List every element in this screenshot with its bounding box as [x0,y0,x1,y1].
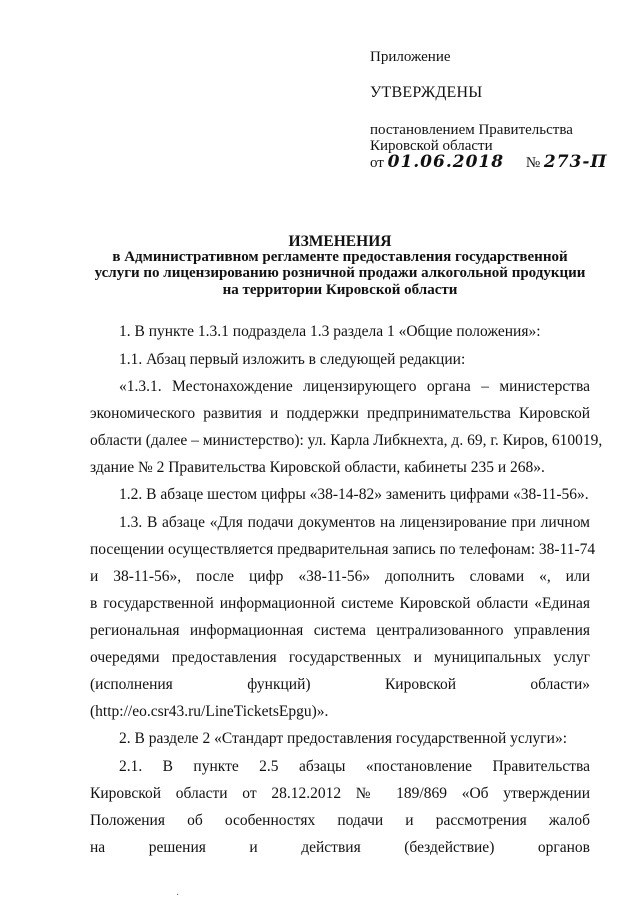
title-line-3: на территории Кировской области [222,282,458,298]
body-line: 1. В пункте 1.3.1 подраздела 1.3 раздела 1 «Общие положения»: [119,323,541,340]
body-line: Кировской области от 28.12.2012 № 189/869 «Об утверждении [90,785,590,802]
body-line: региональная информационная система централизованного управления [90,622,590,639]
body-line: посещении осуществляется предварительная запись по телефонам: 38-11-74 [90,541,596,558]
body-line: области (далее – министерство): ул. Карла Либкнехта, д. 69, г. Киров, 610019, [90,432,603,449]
approved-label: УТВЕРЖДЕНЫ [370,84,483,101]
body-line: в государственной информационной системе Кировской области «Единая [90,595,590,612]
body-line: 1.2. В абзаце шестом цифры «38-14-82» заменить цифрами «38-11-56». [119,486,589,503]
body-line: 1.3. В абзаце «Для подачи документов на лицензирование при личном [119,514,590,531]
appendix-label: Приложение [370,49,451,65]
decree-line-1: постановлением Правительства [370,122,573,138]
title-line-1: в Административном регламенте предоставления государственной [112,249,568,265]
decree-date-number [370,153,608,172]
body-line: очередями предоставления государственных и муниципальных услуг [90,649,590,666]
handwritten-date: 01.06.2018 [387,152,505,172]
scan-mark: · [176,890,180,901]
decree-line-2: Кировской области [370,138,493,154]
body-line: (http://eo.csr43.ru/LineTicketsEpgu)». [90,703,329,720]
body-line: Положения об особенностях подачи и рассмотрения жалоб [90,812,590,829]
body-line: «1.3.1. Местонахождение лицензирующего органа – министерства [119,378,590,395]
date-prefix: от [370,155,384,171]
body-line: 1.1. Абзац первый изложить в следующей редакции: [119,351,466,368]
title-line-2: услуги по лицензированию розничной продажи алкогольной продукции [94,265,586,281]
body-line: 2. В разделе 2 «Стандарт предоставления государственной услуги»: [119,730,568,747]
document-heading: ИЗМЕНЕНИЯ [288,233,392,250]
body-line: экономического развития и поддержки предпринимательства Кировской [90,405,590,422]
body-line: и 38-11-56», после цифр «38-11-56» дополнить словами «, или [90,568,590,585]
body-line: здание № 2 Правительства Кировской области, кабинеты 235 и 268». [90,459,545,476]
body-line: 2.1. В пункте 2.5 абзацы «постановление Правительства [119,758,590,775]
handwritten-number: 273-П [543,152,608,172]
number-prefix: № [525,155,541,171]
body-line: на решения и действия (бездействие) органов [90,839,590,856]
body-line: (исполнения функций) Кировской области» [90,676,590,693]
